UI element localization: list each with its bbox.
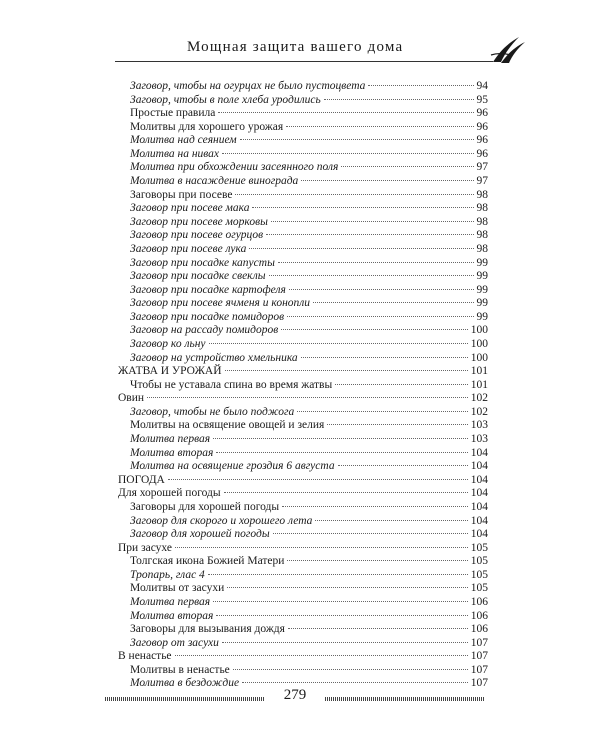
toc-entry-label: Молитва вторая: [130, 609, 214, 622]
toc-entry-label: Молитва при обхождении засеянного поля: [130, 161, 339, 174]
toc-entry-page: 100: [470, 351, 488, 364]
toc-entry-page: 103: [470, 433, 488, 446]
toc-entry: [118, 433, 488, 447]
toc-entry-label: Заговор, чтобы не было поджога: [130, 405, 295, 418]
toc-entry-page: 104: [470, 473, 488, 486]
toc-entry-label: Овин: [118, 392, 145, 405]
toc-leader-dots: [301, 180, 473, 181]
toc-leader-dots: [168, 479, 468, 480]
toc-entry-page: 96: [476, 134, 488, 147]
toc-entry-label: Для хорошей погоды: [118, 487, 221, 500]
toc-entry-label: Молитва на нивах: [130, 147, 220, 160]
toc-entry-label: Молитва первая: [130, 595, 211, 608]
toc-entry: [118, 637, 488, 651]
toc-entry: [118, 202, 488, 216]
footer-rule-right: [325, 697, 485, 701]
toc-entry-label: Заговор при посеве ячменя и конопли: [130, 297, 311, 310]
toc-entry: [118, 501, 488, 515]
toc-entry-label: В ненастье: [118, 650, 172, 663]
toc-entry: [118, 257, 488, 271]
toc-entry-page: 104: [470, 500, 488, 513]
footer-rule-left: [105, 697, 265, 701]
toc-entry-page: 97: [476, 175, 488, 188]
toc-leader-dots: [242, 682, 468, 683]
toc-entry-page: 103: [470, 419, 488, 432]
toc-leader-dots: [249, 248, 473, 249]
toc-entry: [118, 94, 488, 108]
toc-entry: [118, 447, 488, 461]
toc-entry-page: 106: [470, 595, 488, 608]
toc-entry: [118, 569, 488, 583]
toc-entry-page: 98: [476, 215, 488, 228]
toc-entry-page: 96: [476, 147, 488, 160]
toc-entry-page: 107: [470, 636, 488, 649]
toc-entry-label: Молитва первая: [130, 433, 211, 446]
toc-entry: [118, 365, 488, 379]
table-of-contents: [118, 80, 488, 691]
toc-entry-label: Заговор, чтобы в поле хлеба уродились: [130, 93, 321, 106]
toc-leader-dots: [281, 329, 468, 330]
toc-entry-page: 99: [476, 270, 488, 283]
toc-leader-dots: [175, 655, 468, 656]
toc-entry-page: 104: [470, 528, 488, 541]
toc-entry-label: ЖАТВА И УРОЖАЙ: [118, 365, 222, 378]
page-number: 279: [283, 687, 307, 703]
toc-entry-label: Молитвы для хорошего урожая: [130, 120, 284, 133]
toc-leader-dots: [289, 289, 474, 290]
toc-entry-page: 94: [476, 80, 488, 92]
toc-entry-label: Чтобы не уставала спина во время жатвы: [130, 378, 333, 391]
toc-entry-label: Заговор на рассаду помидоров: [130, 324, 279, 337]
toc-leader-dots: [218, 112, 473, 113]
toc-entry-page: 101: [470, 378, 488, 391]
toc-entry: [118, 121, 488, 135]
toc-entry: [118, 134, 488, 148]
toc-leader-dots: [235, 194, 473, 195]
toc-entry-page: 107: [470, 650, 488, 663]
toc-leader-dots: [233, 669, 468, 670]
toc-entry: [118, 352, 488, 366]
toc-entry-page: 97: [476, 161, 488, 174]
toc-entry-page: 100: [470, 337, 488, 350]
toc-leader-dots: [213, 601, 468, 602]
toc-entry: [118, 487, 488, 501]
toc-leader-dots: [327, 424, 467, 425]
toc-entry-label: Молитвы в ненастье: [130, 663, 230, 676]
toc-entry-label: Заговор ко льну: [130, 337, 206, 350]
toc-leader-dots: [287, 560, 467, 561]
toc-leader-dots: [266, 234, 473, 235]
toc-entry: [118, 419, 488, 433]
toc-leader-dots: [147, 397, 468, 398]
toc-entry-page: 99: [476, 297, 488, 310]
toc-leader-dots: [273, 533, 468, 534]
toc-entry-label: Заговоры для вызывания дождя: [130, 623, 285, 636]
toc-entry-label: Молитва над сеянием: [130, 134, 237, 147]
toc-leader-dots: [286, 126, 473, 127]
toc-leader-dots: [216, 452, 467, 453]
toc-entry-page: 98: [476, 202, 488, 215]
toc-entry: [118, 161, 488, 175]
toc-entry: [118, 555, 488, 569]
toc-entry-label: Заговор при посеве мака: [130, 202, 250, 215]
toc-leader-dots: [208, 574, 468, 575]
toc-entry: [118, 229, 488, 243]
toc-entry-label: Молитва вторая: [130, 446, 214, 459]
toc-entry-label: Заговор при посадке свеклы: [130, 270, 266, 283]
toc-entry-page: 104: [470, 487, 488, 500]
toc-entry-page: 99: [476, 283, 488, 296]
toc-entry-page: 95: [476, 93, 488, 106]
toc-entry: [118, 406, 488, 420]
running-header-title: Мощная защита вашего дома: [187, 39, 404, 55]
toc-entry: [118, 515, 488, 529]
toc-leader-dots: [368, 85, 473, 86]
toc-entry: [118, 392, 488, 406]
toc-entry: [118, 311, 488, 325]
toc-entry: [118, 542, 488, 556]
toc-entry-label: ПОГОДА: [118, 473, 165, 486]
toc-entry-page: 98: [476, 229, 488, 242]
toc-entry: [118, 664, 488, 678]
toc-entry-label: Молитва в бездождие: [130, 677, 240, 690]
toc-entry: [118, 148, 488, 162]
toc-entry-page: 105: [470, 555, 488, 568]
toc-leader-dots: [301, 357, 468, 358]
toc-entry-label: Молитвы от засухи: [130, 582, 225, 595]
toc-entry: [118, 324, 488, 338]
toc-entry-page: 105: [470, 582, 488, 595]
toc-entry-label: Заговор при посадке капусты: [130, 256, 275, 269]
toc-leader-dots: [315, 520, 467, 521]
toc-leader-dots: [271, 221, 474, 222]
toc-entry-page: 105: [470, 541, 488, 554]
toc-entry-page: 96: [476, 107, 488, 120]
toc-entry: [118, 596, 488, 610]
toc-entry: [118, 80, 488, 94]
toc-entry: [118, 216, 488, 230]
toc-entry-label: Тропарь, глас 4: [130, 568, 205, 581]
toc-leader-dots: [252, 207, 473, 208]
toc-entry: [118, 528, 488, 542]
toc-leader-dots: [324, 99, 474, 100]
toc-entry-page: 102: [470, 392, 488, 405]
toc-entry-label: Молитва в насаждение винограда: [130, 175, 299, 188]
toc-leader-dots: [213, 438, 468, 439]
toc-entry-label: Простые правила: [130, 107, 216, 120]
toc-entry-page: 96: [476, 120, 488, 133]
toc-leader-dots: [240, 139, 474, 140]
running-header: [115, 30, 525, 70]
toc-leader-dots: [313, 302, 473, 303]
toc-entry-label: Заговоры при посеве: [130, 188, 233, 201]
toc-leader-dots: [224, 492, 468, 493]
toc-entry-label: Заговор при посадке помидоров: [130, 310, 285, 323]
toc-leader-dots: [335, 384, 468, 385]
toc-entry-page: 104: [470, 460, 488, 473]
toc-leader-dots: [287, 316, 473, 317]
publisher-logo-icon: [489, 35, 527, 65]
toc-entry-label: Заговор при посеве морковы: [130, 215, 268, 228]
toc-entry-label: Заговор для хорошей погоды: [130, 528, 270, 541]
toc-entry: [118, 270, 488, 284]
toc-entry-label: Заговор при посадке картофеля: [130, 283, 286, 296]
toc-entry-label: Заговор, чтобы на огурцах не было пустоцвета: [130, 80, 366, 92]
toc-entry: [118, 460, 488, 474]
toc-entry-label: Заговор на устройство хмельника: [130, 351, 298, 364]
toc-entry-page: 106: [470, 623, 488, 636]
toc-entry: [118, 582, 488, 596]
toc-entry: [118, 284, 488, 298]
toc-leader-dots: [222, 153, 473, 154]
toc-leader-dots: [338, 465, 468, 466]
toc-entry: [118, 338, 488, 352]
toc-entry: [118, 107, 488, 121]
toc-leader-dots: [227, 587, 468, 588]
toc-entry-page: 105: [470, 568, 488, 581]
toc-entry-label: Заговор при посеве огурцов: [130, 229, 264, 242]
toc-entry-page: 99: [476, 256, 488, 269]
toc-leader-dots: [341, 166, 473, 167]
header-rule: [115, 61, 493, 62]
toc-entry: [118, 474, 488, 488]
toc-entry-page: 100: [470, 324, 488, 337]
toc-entry: [118, 650, 488, 664]
toc-entry-label: При засухе: [118, 541, 173, 554]
toc-entry-page: 99: [476, 310, 488, 323]
page-footer: [105, 687, 485, 709]
toc-entry-page: 104: [470, 514, 488, 527]
toc-entry-page: 107: [470, 663, 488, 676]
toc-leader-dots: [269, 275, 474, 276]
toc-entry-page: 98: [476, 188, 488, 201]
toc-leader-dots: [297, 411, 468, 412]
toc-entry-page: 104: [470, 446, 488, 459]
toc-entry: [118, 610, 488, 624]
toc-entry-page: 98: [476, 242, 488, 255]
toc-entry-label: Молитва на освящение гроздия 6 августа: [130, 460, 335, 473]
toc-leader-dots: [209, 343, 468, 344]
toc-leader-dots: [222, 642, 468, 643]
toc-leader-dots: [216, 615, 467, 616]
toc-entry-label: Заговор от засухи: [130, 636, 219, 649]
toc-entry: [118, 297, 488, 311]
toc-leader-dots: [175, 547, 468, 548]
toc-entry-page: 102: [470, 405, 488, 418]
toc-entry: [118, 379, 488, 393]
toc-entry-page: 107: [470, 677, 488, 690]
toc-leader-dots: [225, 370, 468, 371]
toc-entry: [118, 243, 488, 257]
toc-entry-label: Заговор для скорого и хорошего лета: [130, 514, 313, 527]
toc-entry: [118, 189, 488, 203]
toc-entry-label: Заговоры для хорошей погоды: [130, 500, 280, 513]
toc-entry-label: Заговор при посеве лука: [130, 242, 247, 255]
toc-leader-dots: [278, 262, 474, 263]
toc-leader-dots: [282, 506, 468, 507]
toc-leader-dots: [288, 628, 468, 629]
toc-entry-label: Толгская икона Божией Матери: [130, 555, 285, 568]
toc-entry: [118, 623, 488, 637]
toc-entry-page: 101: [470, 365, 488, 378]
toc-entry-page: 106: [470, 609, 488, 622]
toc-entry: [118, 175, 488, 189]
toc-entry-label: Молитвы на освящение овощей и зелия: [130, 419, 325, 432]
